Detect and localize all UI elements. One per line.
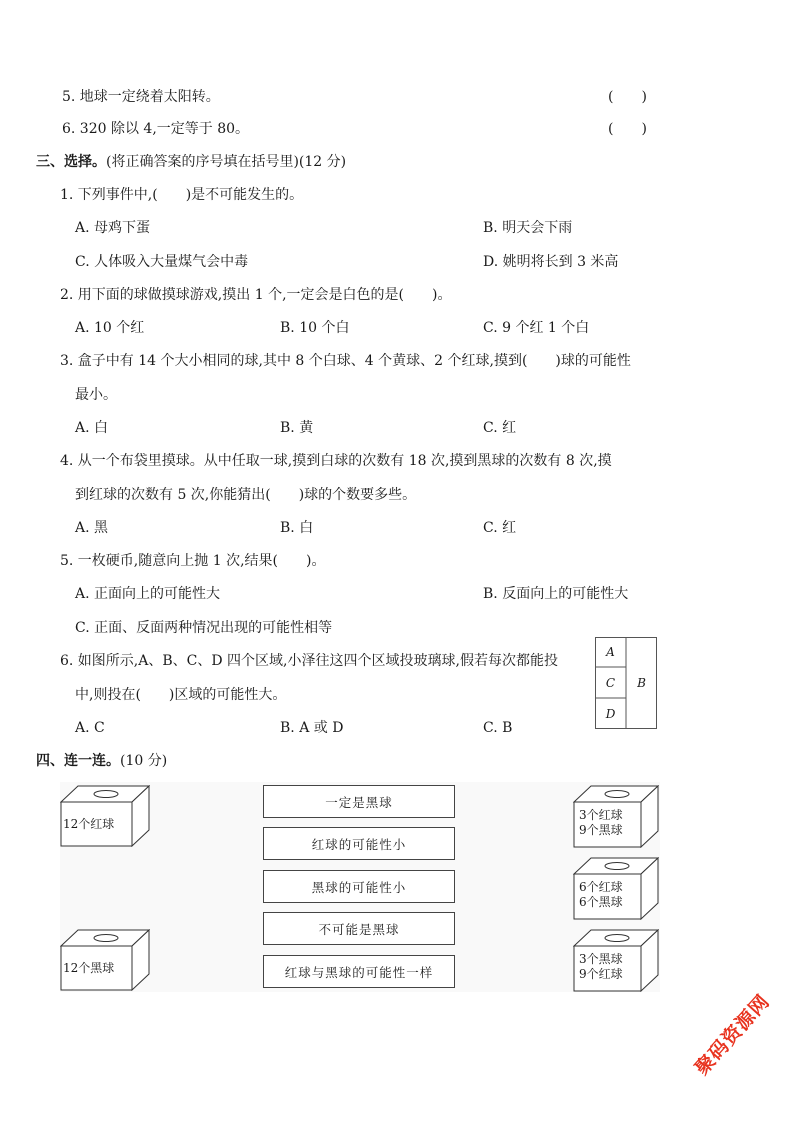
q3-option-b[interactable]: B. 黄 xyxy=(280,420,314,436)
question-3-stem-cont: 最小。 xyxy=(75,387,117,403)
question-5-stem: 5. 一枚硬币,随意向上抛 1 次,结果( )。 xyxy=(60,553,326,569)
section-4-subtitle: (10 分) xyxy=(120,753,168,769)
q2-option-b[interactable]: B. 10 个白 xyxy=(280,320,350,336)
region-a: A xyxy=(606,645,615,659)
section-3-subtitle: (将正确答案的序号填在括号里)(12 分) xyxy=(106,154,347,170)
right-box-1-line-2: 9个黑球 xyxy=(579,823,623,837)
q6-option-c[interactable]: C. B xyxy=(483,720,513,736)
question-4-stem: 4. 从一个布袋里摸球。从中任取一球,摸到白球的次数有 18 次,摸到黑球的次数有 8 次,摸 xyxy=(60,453,612,469)
right-box-3-line-2: 9个红球 xyxy=(579,967,623,981)
answer-blank-5[interactable]: ( ) xyxy=(608,89,647,105)
right-box-1-line-1: 3个红球 xyxy=(579,808,623,822)
question-1-stem: 1. 下列事件中,( )是不可能发生的。 xyxy=(60,187,304,203)
middle-option-5[interactable]: 红球与黑球的可能性一样 xyxy=(263,955,455,988)
right-box-2-line-1: 6个红球 xyxy=(579,880,623,894)
q2-option-a[interactable]: A. 10 个红 xyxy=(75,320,145,336)
q4-option-b[interactable]: B. 白 xyxy=(280,520,314,536)
question-6-stem: 6. 如图所示,A、B、C、D 四个区域,小泽往这四个区域投玻璃球,假若每次都能投 xyxy=(60,653,558,669)
section-3-heading xyxy=(36,153,346,171)
right-box-2-line-2: 6个黑球 xyxy=(579,895,623,909)
left-box-2[interactable] xyxy=(60,929,150,991)
q1-option-d[interactable]: D. 姚明将长到 3 米高 xyxy=(483,254,619,270)
left-box-2-label: 12个黑球 xyxy=(63,961,115,975)
q5-option-b[interactable]: B. 反面向上的可能性大 xyxy=(483,586,629,602)
section-4-title: 四、连一连。 xyxy=(36,753,120,769)
left-box-1[interactable] xyxy=(60,785,150,847)
question-4-stem-cont: 到红球的次数有 5 次,你能猜出( )球的个数要多些。 xyxy=(75,487,417,503)
right-box-2[interactable] xyxy=(573,857,659,920)
q3-option-c[interactable]: C. 红 xyxy=(483,420,517,436)
right-box-3[interactable] xyxy=(573,929,659,992)
box-outline-icon xyxy=(60,785,150,847)
watermark: 聚码资源网 xyxy=(690,990,775,1080)
middle-option-3[interactable]: 黑球的可能性小 xyxy=(263,870,455,903)
section-3-title: 三、选择。 xyxy=(36,154,106,170)
question-2-stem: 2. 用下面的球做摸球游戏,摸出 1 个,一定会是白色的是( )。 xyxy=(60,287,452,303)
middle-option-1[interactable]: 一定是黑球 xyxy=(263,785,455,818)
q1-option-c[interactable]: C. 人体吸入大量煤气会中毒 xyxy=(75,254,249,270)
q1-option-a[interactable]: A. 母鸡下蛋 xyxy=(75,220,151,236)
q5-option-c[interactable]: C. 正面、反面两种情况出现的可能性相等 xyxy=(75,620,333,636)
q6-option-b[interactable]: B. A 或 D xyxy=(280,720,344,736)
right-box-1[interactable] xyxy=(573,785,659,848)
judge-item-5: 5. 地球一定绕着太阳转。 xyxy=(62,89,220,105)
region-d: D xyxy=(605,707,616,721)
box-outline-icon xyxy=(60,929,150,991)
question-6-stem-cont: 中,则投在( )区域的可能性大。 xyxy=(75,687,287,703)
region-c: C xyxy=(605,676,616,690)
q5-option-a[interactable]: A. 正面向上的可能性大 xyxy=(75,586,221,602)
region-b: B xyxy=(637,676,646,690)
question-3-stem: 3. 盒子中有 14 个大小相同的球,其中 8 个白球、4 个黄球、2 个红球,摸到( )球的可能性 xyxy=(60,353,631,369)
q2-option-c[interactable]: C. 9 个红 1 个白 xyxy=(483,320,590,336)
q6-option-a[interactable]: A. C xyxy=(75,720,105,736)
middle-option-4[interactable]: 不可能是黑球 xyxy=(263,912,455,945)
judge-item-6: 6. 320 除以 4,一定等于 80。 xyxy=(62,121,250,137)
q4-option-a[interactable]: A. 黑 xyxy=(75,520,109,536)
q4-option-c[interactable]: C. 红 xyxy=(483,520,517,536)
q1-option-b[interactable]: B. 明天会下雨 xyxy=(483,220,573,236)
middle-option-2[interactable]: 红球的可能性小 xyxy=(263,827,455,860)
q3-option-a[interactable]: A. 白 xyxy=(75,420,109,436)
region-figure xyxy=(595,637,657,729)
left-box-1-label: 12个红球 xyxy=(63,817,115,831)
section-4-heading xyxy=(36,752,167,770)
answer-blank-6[interactable]: ( ) xyxy=(608,121,647,137)
right-box-3-line-1: 3个黑球 xyxy=(579,952,623,966)
